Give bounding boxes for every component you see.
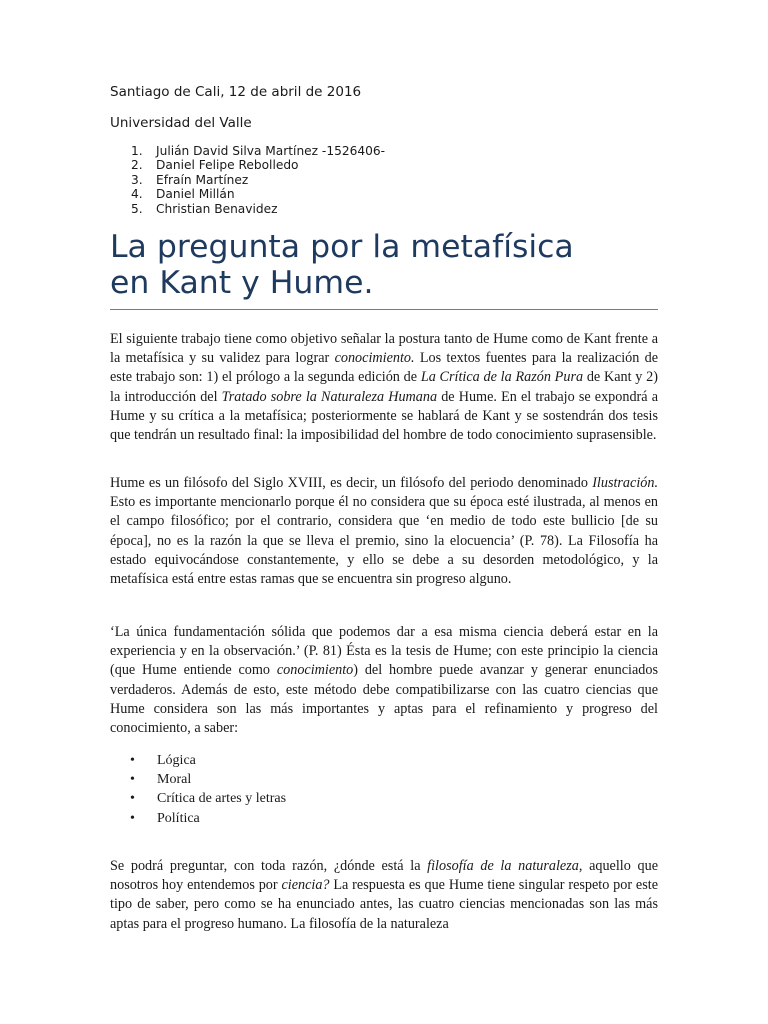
author-item	[110, 158, 385, 172]
text: aquello que nosotros hoy entendemos por	[110, 858, 658, 894]
author-number: 2.	[131, 158, 143, 173]
title-divider	[110, 309, 658, 310]
document-title	[110, 229, 670, 301]
author-number: 1.	[131, 144, 143, 158]
text: Hume es un filósofo del Siglo XVIII, es decir, un filósofo del periodo denominado	[110, 475, 593, 491]
text: Esto es importante mencionarlo porque él no considera que su época esté ilustrada, al menos en el campo filosófico; por el contrario, considera que ‘en medio de todo este bullicio [de su época], no es la razón la que se lleva el premio, sino la elocuencia’ (P. 78). La Filosofía ha estado equivocándose constantemente, y ello se debe a su desorden metodológico, y la metafísica está entre estas ramas que se encuentra sin progreso alguno.	[110, 494, 658, 588]
author-item	[110, 173, 385, 187]
paragraph-natural-philosophy	[110, 857, 658, 934]
university-name: Universidad del Valle	[110, 115, 252, 131]
author-list	[110, 144, 385, 216]
author-item	[110, 144, 385, 158]
paragraph-hume-thesis	[110, 623, 658, 738]
author-name: Christian Benavidez	[156, 201, 278, 216]
author-item	[110, 202, 385, 216]
text: La respuesta es que Hume tiene singular respeto por este tipo de saber, pero como se ha enunciado antes, las cuatro ciencias mencionadas son las más aptas para el progreso humano. La filosofía de la naturaleza	[110, 877, 658, 932]
text: Los textos fuentes para la realización de este trabajo son: 1) el prólogo a la segunda edición de	[110, 350, 659, 386]
emphasis: Ilustración.	[592, 475, 658, 491]
author-number: 4.	[131, 187, 143, 202]
list-item: • Política	[110, 809, 286, 828]
emphasis: filosofía de la naturaleza,	[427, 858, 583, 874]
author-name: Julián David Silva Martínez -1526406-	[156, 144, 386, 158]
title-line-2: en Kant y Hume.	[110, 265, 374, 301]
text: ‘La única fundamentación sólida que podemos dar a esa misma ciencia deberá estar en la experiencia y en la observación.’ (P. 81) Ésta es la tesis de Hume; con este principio la ciencia (que Hume entiende como	[110, 624, 658, 679]
list-item: • Lógica	[110, 751, 286, 770]
text: de Kant y 2) la introducción del	[110, 369, 658, 405]
sciences-list	[110, 751, 286, 828]
text: Se podrá preguntar, con toda razón, ¿dónde está la	[110, 858, 428, 874]
author-number: 5.	[131, 201, 143, 216]
paragraph-intro	[110, 330, 658, 445]
author-name: Daniel Millán	[156, 187, 235, 202]
emphasis: ciencia?	[281, 877, 330, 894]
paragraph-hume-context	[110, 474, 658, 589]
author-item	[110, 187, 385, 201]
author-number: 3.	[131, 172, 143, 187]
emphasis: Tratado sobre la Naturaleza Humana	[221, 388, 438, 405]
text: El siguiente trabajo tiene como objetivo señalar la postura tanto de Hume como de Kant frente a la metafísica y su validez para lograr	[110, 331, 658, 367]
title-line-1: La pregunta por la metafísica	[110, 229, 574, 265]
emphasis: La Crítica de la Razón Pura	[420, 369, 584, 386]
emphasis: conocimiento	[276, 662, 354, 679]
author-name: Efraín Martínez	[156, 172, 249, 187]
emphasis: conocimiento.	[334, 350, 415, 367]
list-item: • Crítica de artes y letras	[110, 789, 286, 808]
list-item: • Moral	[110, 770, 286, 789]
place-date: Santiago de Cali, 12 de abril de 2016	[110, 84, 362, 100]
author-name: Daniel Felipe Rebolledo	[156, 158, 299, 173]
text: ) del hombre puede avanzar y generar enunciados verdaderos. Además de esto, este método debe compatibilizarse con las cuatro ciencias que Hume considera son las más importantes y aptas para el refinamiento y progreso del conocimiento, a saber:	[110, 662, 658, 737]
text: de Hume. En el trabajo se expondrá a Hume y su crítica a la metafísica; posteriormente se hablará de Kant y se sostendrán dos tesis que tendrán un resultado final: la imposibilidad del hombre de todo conocimiento suprasensible.	[110, 388, 658, 444]
